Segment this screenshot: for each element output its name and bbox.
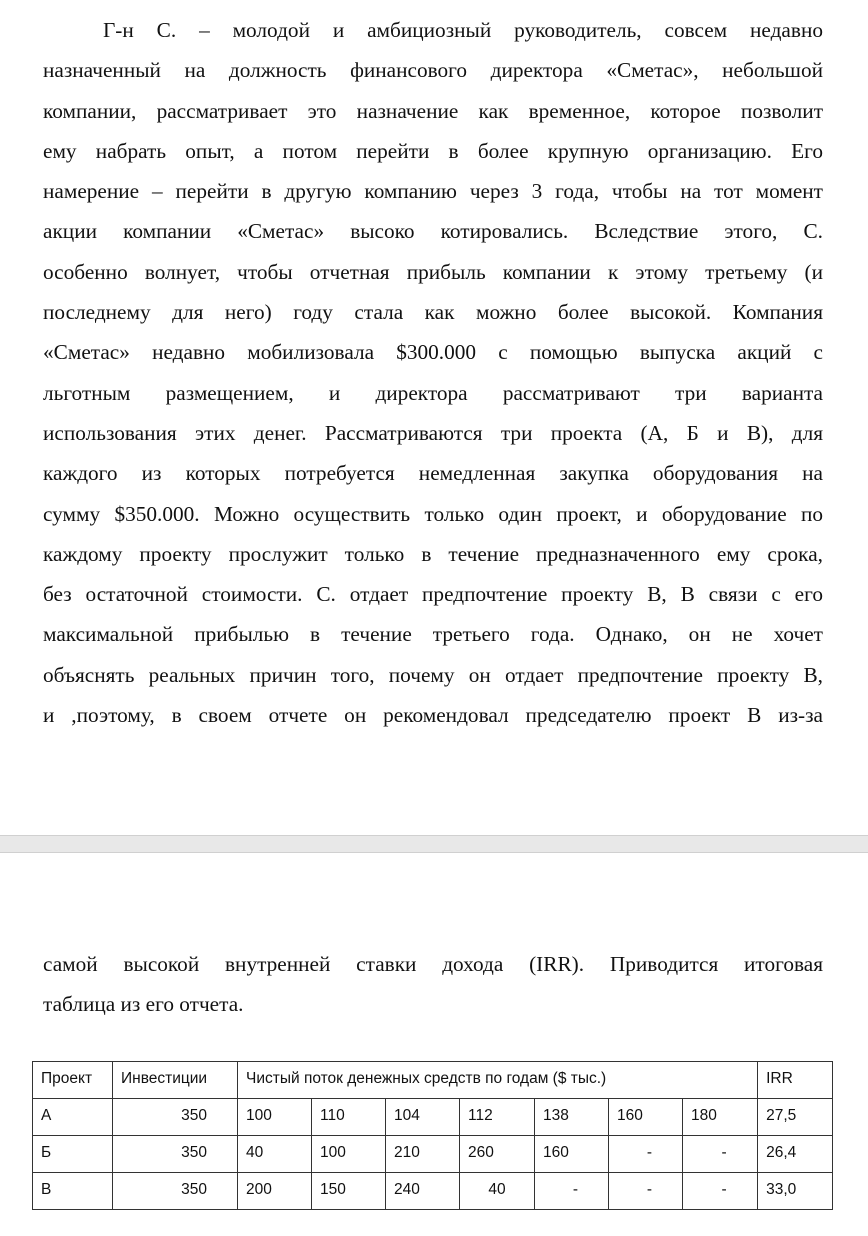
cell-year-5: - [535, 1173, 609, 1210]
text-line: Г-н С. – молодой и амбициозный руководитель, совсем недавно [103, 18, 823, 42]
page-break [0, 835, 868, 853]
cell-year-4: 260 [460, 1136, 535, 1173]
text-line: и ,поэтому, в своем отчете он рекомендовал председателю проект В из-за [43, 703, 823, 728]
cell-year-1: 40 [238, 1136, 312, 1173]
cell-year-5: 160 [535, 1136, 609, 1173]
header-investment: Инвестиции [113, 1062, 238, 1099]
table-row [33, 1099, 833, 1136]
cell-year-6: 160 [609, 1099, 683, 1136]
text-line: использования этих денег. Рассматриваются три проекта (А, Б и В), для [43, 420, 823, 445]
table-row [33, 1136, 833, 1173]
header-cashflow: Чистый поток денежных средств по годам ($ тыс.) [238, 1062, 758, 1099]
cell-year-2: 100 [312, 1136, 386, 1173]
text-line: объяснять реальных причин того, почему он отдает предпочтение проекту В, [43, 662, 823, 687]
text-line: последнему для него) году стала как можно более высокой. Компания [43, 300, 823, 325]
cell-irr: 26,4 [758, 1136, 833, 1173]
cell-year-2: 110 [312, 1099, 386, 1136]
text-line: особенно волнует, чтобы отчетная прибыль компании к этому третьему (и [43, 259, 823, 284]
header-project: Проект [33, 1062, 113, 1099]
text-line: льготным размещением, и директора рассматривают три варианта [43, 380, 823, 405]
cell-year-2: 150 [312, 1173, 386, 1210]
cell-year-3: 240 [386, 1173, 460, 1210]
text-line: сумму $350.000. Можно осуществить только один проект, и оборудование по [43, 501, 823, 526]
text-line: каждому проекту прослужит только в течение предназначенного ему срока, [43, 541, 823, 566]
text-line: намерение – перейти в другую компанию через 3 года, чтобы на тот момент [43, 179, 823, 204]
cell-project: А [33, 1099, 113, 1136]
cell-year-7: - [683, 1173, 758, 1210]
irr-summary-table [32, 1061, 833, 1210]
table-header-row [33, 1062, 833, 1099]
text-line: максимальной прибылью в течение третьего года. Однако, он не хочет [43, 622, 823, 647]
text-line: самой высокой внутренней ставки дохода (IRR). Приводится итоговая [43, 952, 823, 976]
cell-investment: 350 [113, 1136, 238, 1173]
cell-year-7: - [683, 1136, 758, 1173]
cell-investment: 350 [113, 1173, 238, 1210]
cell-year-3: 210 [386, 1136, 460, 1173]
cell-investment: 350 [113, 1099, 238, 1136]
cell-year-4: 112 [460, 1099, 535, 1136]
cell-year-7: 180 [683, 1099, 758, 1136]
cell-year-4: 40 [460, 1173, 535, 1210]
text-line: акции компании «Сметас» высоко котировались. Вследствие этого, С. [43, 219, 823, 244]
table-row [33, 1173, 833, 1210]
cell-year-3: 104 [386, 1099, 460, 1136]
text-line: компании, рассматривает это назначение как временное, которое позволит [43, 98, 823, 123]
text-line: назначенный на должность финансового директора «Сметас», небольшой [43, 58, 823, 83]
text-line: каждого из которых потребуется немедленная закупка оборудования на [43, 461, 823, 486]
paragraph-case-description [43, 10, 823, 735]
text-line: таблица из его отчета. [43, 992, 244, 1017]
text-line: ему набрать опыт, а потом перейти в более крупную организацию. Его [43, 138, 823, 163]
cell-project: Б [33, 1136, 113, 1173]
header-irr: IRR [758, 1062, 833, 1099]
cell-project: В [33, 1173, 113, 1210]
cell-irr: 33,0 [758, 1173, 833, 1210]
cell-irr: 27,5 [758, 1099, 833, 1136]
cell-year-6: - [609, 1136, 683, 1173]
text-line: без остаточной стоимости. С. отдает предпочтение проекту В, В связи с его [43, 582, 823, 607]
cell-year-6: - [609, 1173, 683, 1210]
cell-year-5: 138 [535, 1099, 609, 1136]
text-line: «Сметас» недавно мобилизовала $300.000 с помощью выпуска акций с [43, 340, 823, 365]
paragraph-table-intro [43, 944, 823, 1025]
cell-year-1: 200 [238, 1173, 312, 1210]
cell-year-1: 100 [238, 1099, 312, 1136]
